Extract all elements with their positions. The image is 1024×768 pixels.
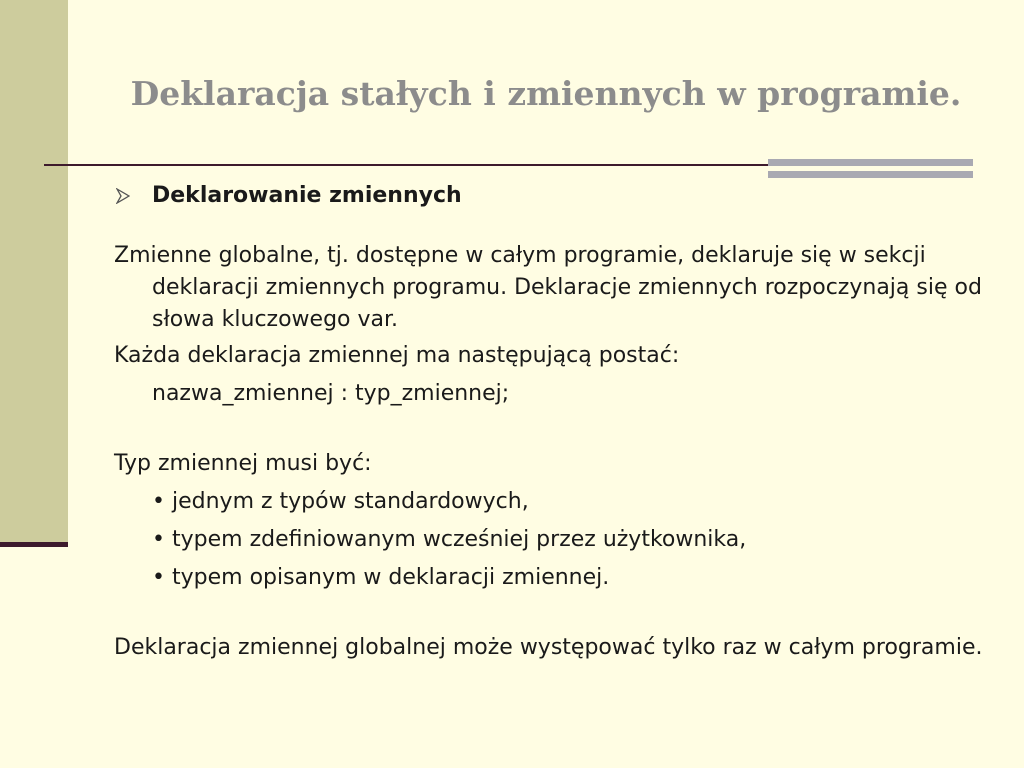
list-item: • jednym z typów standardowych, (114, 486, 984, 518)
left-band-rule (0, 542, 68, 547)
syntax-line: nazwa_zmiennej : typ_zmiennej; (152, 381, 510, 406)
left-decorative-band (0, 0, 68, 542)
list-item: • typem opisanym w deklaracji zmiennej. (114, 562, 984, 594)
slide-content (114, 180, 984, 664)
arrow-bullet-icon (116, 188, 130, 204)
section-heading (114, 180, 984, 212)
bullet-dot-icon: • (152, 489, 165, 514)
slide-title: Deklaracja stałych i zmiennych w programie. (130, 74, 962, 113)
bullet-dot-icon: • (152, 527, 165, 552)
paragraph-declaration-form: Każda deklaracja zmiennej ma następującą postać: (114, 343, 680, 368)
section-heading-text: Deklarowanie zmiennych (152, 183, 462, 208)
paragraph-globals: Zmienne globalne, tj. dostępne w całym programie, deklaruje się w sekcji deklaracji zmiennych programu. Deklaracje zmiennych rozpoczynają się od słowa kluczowego var. (114, 243, 982, 332)
paragraph-single-declaration: Deklaracja zmiennej globalnej może występować tylko raz w całym programie. (114, 635, 983, 660)
title-divider (44, 164, 770, 166)
bullet-dot-icon: • (152, 565, 165, 590)
list-item: • typem zdefiniowanym wcześniej przez użytkownika, (114, 524, 984, 556)
paragraph-type-requirements: Typ zmiennej musi być: (114, 451, 372, 476)
title-accent-bars (768, 159, 973, 179)
